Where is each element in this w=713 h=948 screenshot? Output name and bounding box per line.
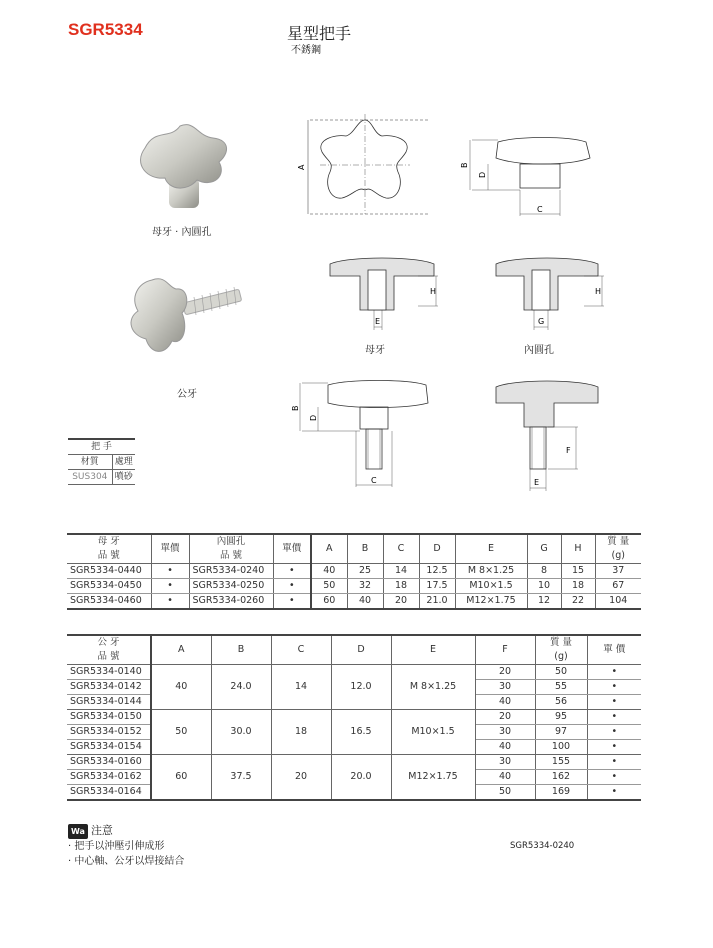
dim-d2-label: D (309, 414, 318, 421)
cell-f: 30 (475, 680, 535, 695)
cell-price: • (587, 695, 641, 710)
h-partno: 品 號 (67, 549, 151, 564)
dim-b-label: B (460, 162, 469, 168)
cell-d: 12.5 (419, 564, 455, 579)
h-male: 公 牙 (67, 635, 151, 650)
cell-partno: SGR5334-0162 (67, 770, 151, 785)
cell-f: 40 (475, 695, 535, 710)
h-col-c: C (383, 534, 419, 564)
cell-weight: 50 (535, 665, 587, 680)
cell-e: M 8×1.25 (391, 665, 475, 710)
h-col-a: A (311, 534, 347, 564)
dim-e2-label: E (534, 478, 540, 487)
hole-drawing-caption: 內圓孔 (524, 345, 554, 356)
male-side-drawing (290, 375, 440, 493)
dim-d-label: D (478, 171, 487, 178)
cell-hole-partno: SGR5334-0260 (189, 594, 273, 610)
female-drawing-caption: 母牙 (365, 345, 385, 356)
material-value: SUS304 (68, 470, 112, 485)
h-price1: 單價 (151, 534, 189, 564)
cell-weight: 55 (535, 680, 587, 695)
cell-h: 15 (561, 564, 595, 579)
h-weight: 質 量 (535, 635, 587, 650)
cell-hole-partno: SGR5334-0250 (189, 579, 273, 594)
cell-weight: 56 (535, 695, 587, 710)
cell-price: • (587, 710, 641, 725)
h-hole-partno: 品 號 (189, 549, 273, 564)
cell-c: 20 (383, 594, 419, 610)
h-weight-unit: (g) (595, 549, 641, 564)
female-section-drawing (318, 250, 448, 335)
cell-f: 20 (475, 710, 535, 725)
star-top-view-drawing (290, 110, 440, 220)
cell-d: 21.0 (419, 594, 455, 610)
h-col-b: B (347, 534, 383, 564)
cell-g: 10 (527, 579, 561, 594)
table-row (67, 665, 641, 680)
cell-partno: SGR5334-0160 (67, 755, 151, 770)
cell-f: 40 (475, 770, 535, 785)
cell-d: 17.5 (419, 579, 455, 594)
cell-a: 40 (151, 665, 211, 710)
cell-a: 50 (311, 579, 347, 594)
cell-f: 30 (475, 755, 535, 770)
cell-partno: SGR5334-0460 (67, 594, 151, 610)
cell-price: • (587, 740, 641, 755)
cell-partno: SGR5334-0152 (67, 725, 151, 740)
cell-weight: 37 (595, 564, 641, 579)
table-row (67, 755, 641, 770)
cell-price: • (151, 564, 189, 579)
cell-e: M12×1.75 (391, 755, 475, 801)
cell-price: • (273, 564, 311, 579)
cell-price: • (587, 755, 641, 770)
cell-partno: SGR5334-0154 (67, 740, 151, 755)
cell-price: • (587, 725, 641, 740)
cell-c: 14 (271, 665, 331, 710)
h-col-e: E (455, 534, 527, 564)
cell-weight: 169 (535, 785, 587, 801)
cell-f: 50 (475, 785, 535, 801)
h-col-e: E (391, 635, 475, 665)
dim-e-label: E (375, 317, 381, 326)
cell-partno: SGR5334-0164 (67, 785, 151, 801)
cell-partno: SGR5334-0450 (67, 579, 151, 594)
table-row (67, 710, 641, 725)
dim-a-label: A (297, 164, 306, 170)
cell-weight: 104 (595, 594, 641, 610)
cell-weight: 95 (535, 710, 587, 725)
cell-f: 30 (475, 725, 535, 740)
material-title: 把 手 (68, 439, 135, 455)
reference-code: SGR5334-0240 (510, 841, 575, 851)
table-row (67, 594, 641, 610)
cell-weight: 100 (535, 740, 587, 755)
cell-b: 24.0 (211, 665, 271, 710)
h-col-g: G (527, 534, 561, 564)
cell-price: • (587, 770, 641, 785)
cell-hole-partno: SGR5334-0240 (189, 564, 273, 579)
dim-g-label: G (538, 317, 545, 326)
female-knob-photo (125, 118, 245, 218)
cell-f: 40 (475, 740, 535, 755)
cell-a: 60 (311, 594, 347, 610)
cell-c: 18 (383, 579, 419, 594)
notes-title: 注意 (90, 824, 113, 837)
cell-weight: 155 (535, 755, 587, 770)
cell-c: 18 (271, 710, 331, 755)
cell-price: • (151, 579, 189, 594)
cell-weight: 162 (535, 770, 587, 785)
cell-partno: SGR5334-0144 (67, 695, 151, 710)
note-item: · 中心軸、公牙以焊接結合 (68, 856, 185, 867)
h-weight: 質 量 (595, 534, 641, 549)
h-col-b: B (211, 635, 271, 665)
h-partno: 品 號 (67, 650, 151, 665)
h-weight-unit: (g) (535, 650, 587, 665)
cell-e: M 8×1.25 (455, 564, 527, 579)
cell-partno: SGR5334-0142 (67, 680, 151, 695)
product-title: 星型把手 (287, 24, 352, 43)
cell-price: • (587, 680, 641, 695)
male-photo-caption: 公牙 (177, 389, 197, 400)
cell-c: 20 (271, 755, 331, 801)
dim-f-label: F (566, 446, 571, 455)
h-col-d: D (419, 534, 455, 564)
dim-c-label: C (537, 205, 543, 214)
cell-h: 22 (561, 594, 595, 610)
cell-price: • (273, 579, 311, 594)
finish-value: 噴砂 (112, 470, 135, 485)
material-header: 材質 (68, 455, 112, 470)
cell-partno: SGR5334-0140 (67, 665, 151, 680)
h-female: 母 牙 (67, 534, 151, 549)
h-col-h: H (561, 534, 595, 564)
cell-b: 40 (347, 594, 383, 610)
finish-header: 處理 (112, 455, 135, 470)
cell-h: 18 (561, 579, 595, 594)
h-price2: 單價 (273, 534, 311, 564)
h-price: 單 價 (587, 635, 641, 665)
dim-c2-label: C (371, 476, 377, 485)
h-col-f: F (475, 635, 535, 665)
cell-a: 50 (151, 710, 211, 755)
male-section-drawing (488, 375, 608, 493)
cell-weight: 97 (535, 725, 587, 740)
cell-a: 60 (151, 755, 211, 801)
dim-b2-label: B (291, 405, 300, 411)
cell-g: 8 (527, 564, 561, 579)
material-table (68, 438, 135, 485)
cell-b: 37.5 (211, 755, 271, 801)
cell-g: 12 (527, 594, 561, 610)
cell-d: 12.0 (331, 665, 391, 710)
cell-weight: 67 (595, 579, 641, 594)
cell-f: 20 (475, 665, 535, 680)
cell-b: 30.0 (211, 710, 271, 755)
cell-partno: SGR5334-0440 (67, 564, 151, 579)
male-knob-photo (122, 275, 257, 375)
h-col-d: D (331, 635, 391, 665)
cell-d: 16.5 (331, 710, 391, 755)
cell-price: • (151, 594, 189, 610)
note-item: · 把手以沖壓引伸成形 (68, 841, 165, 852)
cell-e: M10×1.5 (391, 710, 475, 755)
cell-b: 25 (347, 564, 383, 579)
side-view-drawing (458, 130, 598, 225)
hole-section-drawing (488, 250, 618, 335)
dim-h2-label: H (595, 287, 602, 296)
cell-partno: SGR5334-0150 (67, 710, 151, 725)
female-spec-table (67, 533, 641, 610)
cell-b: 32 (347, 579, 383, 594)
cell-e: M12×1.75 (455, 594, 527, 610)
table-row (67, 564, 641, 579)
warning-badge: Wa (68, 824, 88, 839)
h-col-c: C (271, 635, 331, 665)
product-subtitle: 不銹鋼 (291, 45, 321, 56)
cell-a: 40 (311, 564, 347, 579)
female-photo-caption: 母牙 · 內圓孔 (152, 227, 212, 238)
cell-d: 20.0 (331, 755, 391, 801)
cell-price: • (587, 785, 641, 801)
cell-price: • (273, 594, 311, 610)
h-col-a: A (151, 635, 211, 665)
h-hole: 內圓孔 (189, 534, 273, 549)
table-row (67, 579, 641, 594)
male-spec-table (67, 634, 641, 801)
cell-e: M10×1.5 (455, 579, 527, 594)
dim-h-label: H (430, 287, 437, 296)
cell-price: • (587, 665, 641, 680)
cell-c: 14 (383, 564, 419, 579)
notes-section (68, 823, 184, 869)
product-code: SGR5334 (68, 20, 143, 39)
